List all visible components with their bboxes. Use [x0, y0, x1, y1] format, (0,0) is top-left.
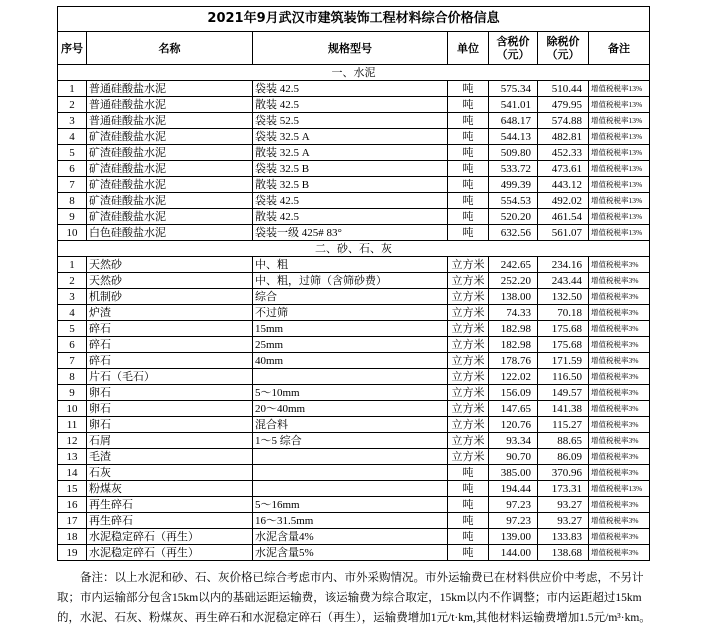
cell-spec: 混合料: [253, 417, 448, 433]
cell-spec: 16～31.5mm: [253, 513, 448, 529]
cell-no: 8: [58, 193, 87, 209]
cell-price-tax: 194.44: [489, 481, 538, 497]
cell-unit: 吨: [448, 209, 489, 225]
cell-price-tax: 182.98: [489, 337, 538, 353]
cell-unit: 吨: [448, 81, 489, 97]
footnote: 备注：以上水泥和砂、石、灰价格已综合考虑市内、市外采购情况。市外运输费已在材料供应价中考虑，不另计取；市内运输部分包含15km以内的基础运距运输费，该运输费为综合取定，15km以内不作调整；市内运距超过15km的，水泥、石灰、粉煤灰、再生碎石和水泥稳定碎石（再生），运输费增加1元/t·km,其他材料运输费增加1.5元/m³·km。: [57, 572, 651, 624]
cell-spec: 40mm: [253, 353, 448, 369]
header-row: [58, 32, 650, 65]
cell-spec: 袋装 52.5: [253, 113, 448, 129]
cell-price-notax: 370.96: [538, 465, 589, 481]
cell-spec: 中、粗: [253, 257, 448, 273]
table-row: [58, 321, 650, 337]
section-label: 一、水泥: [58, 65, 650, 81]
table-row: [58, 497, 650, 513]
table-row: [58, 113, 650, 129]
cell-name: 机制砂: [87, 289, 253, 305]
header-no: 序号: [58, 32, 87, 65]
cell-no: 14: [58, 465, 87, 481]
cell-unit: 立方米: [448, 369, 489, 385]
cell-no: 9: [58, 385, 87, 401]
table-row: [58, 481, 650, 497]
section-label: 二、砂、石、灰: [58, 241, 650, 257]
cell-price-tax: 242.65: [489, 257, 538, 273]
cell-price-tax: 97.23: [489, 513, 538, 529]
section-row: [58, 241, 650, 257]
cell-price-tax: 575.34: [489, 81, 538, 97]
cell-remark: 增值税税率13%: [589, 209, 650, 225]
cell-name: 矿渣硅酸盐水泥: [87, 209, 253, 225]
cell-no: 9: [58, 209, 87, 225]
cell-no: 1: [58, 257, 87, 273]
cell-price-notax: 473.61: [538, 161, 589, 177]
title-row: [58, 7, 650, 32]
cell-spec: 5～16mm: [253, 497, 448, 513]
cell-unit: 吨: [448, 161, 489, 177]
cell-price-tax: 252.20: [489, 273, 538, 289]
price-table: [57, 6, 650, 561]
cell-name: 碎石: [87, 353, 253, 369]
cell-remark: 增值税税率3%: [589, 497, 650, 513]
table-row: [58, 369, 650, 385]
cell-spec: 袋装 32.5 B: [253, 161, 448, 177]
cell-no: 16: [58, 497, 87, 513]
cell-unit: 立方米: [448, 289, 489, 305]
header-spec: 规格型号: [253, 32, 448, 65]
cell-name: 卵石: [87, 401, 253, 417]
cell-remark: 增值税税率3%: [589, 257, 650, 273]
cell-spec: 中、粗，过筛（含筛砂费）: [253, 273, 448, 289]
cell-price-notax: 452.33: [538, 145, 589, 161]
cell-spec: [253, 449, 448, 465]
cell-remark: 增值税税率13%: [589, 129, 650, 145]
cell-unit: 吨: [448, 177, 489, 193]
cell-name: 水泥稳定碎石（再生）: [87, 545, 253, 561]
cell-remark: 增值税税率3%: [589, 449, 650, 465]
cell-spec: 袋装 32.5 A: [253, 129, 448, 145]
cell-name: 天然砂: [87, 273, 253, 289]
cell-remark: 增值税税率13%: [589, 97, 650, 113]
cell-remark: 增值税税率3%: [589, 401, 650, 417]
cell-remark: 增值税税率3%: [589, 385, 650, 401]
cell-no: 10: [58, 225, 87, 241]
cell-remark: 增值税税率3%: [589, 417, 650, 433]
cell-unit: 吨: [448, 545, 489, 561]
cell-unit: 吨: [448, 193, 489, 209]
cell-spec: 水泥含量5%: [253, 545, 448, 561]
cell-no: 1: [58, 81, 87, 97]
cell-price-notax: 88.65: [538, 433, 589, 449]
table-row: [58, 161, 650, 177]
table-row: [58, 513, 650, 529]
cell-unit: 吨: [448, 225, 489, 241]
table-row: [58, 401, 650, 417]
table-row: [58, 273, 650, 289]
cell-remark: 增值税税率3%: [589, 433, 650, 449]
cell-no: 19: [58, 545, 87, 561]
cell-remark: 增值税税率13%: [589, 481, 650, 497]
cell-spec: 1～5 综合: [253, 433, 448, 449]
cell-spec: [253, 481, 448, 497]
cell-spec: 25mm: [253, 337, 448, 353]
page-title: 2021年9月武汉市建筑装饰工程材料综合价格信息: [58, 7, 650, 32]
cell-spec: 不过筛: [253, 305, 448, 321]
cell-remark: 增值税税率13%: [589, 225, 650, 241]
cell-price-tax: 122.02: [489, 369, 538, 385]
cell-price-tax: 147.65: [489, 401, 538, 417]
cell-name: 毛渣: [87, 449, 253, 465]
cell-no: 12: [58, 433, 87, 449]
cell-price-tax: 156.09: [489, 385, 538, 401]
cell-price-notax: 133.83: [538, 529, 589, 545]
cell-name: 矿渣硅酸盐水泥: [87, 193, 253, 209]
cell-unit: 吨: [448, 113, 489, 129]
table-row: [58, 81, 650, 97]
cell-name: 矿渣硅酸盐水泥: [87, 161, 253, 177]
cell-name: 碎石: [87, 337, 253, 353]
cell-unit: 立方米: [448, 273, 489, 289]
table-row: [58, 209, 650, 225]
cell-price-tax: 632.56: [489, 225, 538, 241]
cell-no: 5: [58, 145, 87, 161]
cell-price-notax: 175.68: [538, 337, 589, 353]
header-remark: 备注: [589, 32, 650, 65]
cell-price-notax: 116.50: [538, 369, 589, 385]
cell-no: 8: [58, 369, 87, 385]
cell-price-tax: 499.39: [489, 177, 538, 193]
cell-name: 卵石: [87, 417, 253, 433]
cell-spec: 15mm: [253, 321, 448, 337]
cell-unit: 吨: [448, 129, 489, 145]
cell-remark: 增值税税率3%: [589, 321, 650, 337]
table-row: [58, 433, 650, 449]
cell-no: 7: [58, 177, 87, 193]
cell-no: 2: [58, 273, 87, 289]
cell-spec: 袋装一级 425# 83°: [253, 225, 448, 241]
cell-name: 矿渣硅酸盐水泥: [87, 145, 253, 161]
cell-spec: 散装 42.5: [253, 209, 448, 225]
cell-unit: 吨: [448, 481, 489, 497]
cell-price-notax: 93.27: [538, 513, 589, 529]
cell-name: 石灰: [87, 465, 253, 481]
table-row: [58, 97, 650, 113]
cell-price-tax: 178.76: [489, 353, 538, 369]
cell-remark: 增值税税率3%: [589, 289, 650, 305]
cell-price-tax: 120.76: [489, 417, 538, 433]
table-row: [58, 145, 650, 161]
cell-price-notax: 149.57: [538, 385, 589, 401]
cell-price-notax: 461.54: [538, 209, 589, 225]
header-unit: 单位: [448, 32, 489, 65]
cell-no: 6: [58, 337, 87, 353]
cell-price-notax: 561.07: [538, 225, 589, 241]
cell-price-notax: 173.31: [538, 481, 589, 497]
cell-no: 4: [58, 305, 87, 321]
cell-price-notax: 479.95: [538, 97, 589, 113]
table-row: [58, 129, 650, 145]
table-row: [58, 225, 650, 241]
cell-no: 3: [58, 289, 87, 305]
cell-no: 6: [58, 161, 87, 177]
cell-spec: [253, 369, 448, 385]
cell-price-notax: 70.18: [538, 305, 589, 321]
cell-unit: 立方米: [448, 417, 489, 433]
cell-unit: 吨: [448, 465, 489, 481]
cell-unit: 立方米: [448, 305, 489, 321]
cell-price-tax: 138.00: [489, 289, 538, 305]
cell-price-tax: 544.13: [489, 129, 538, 145]
cell-no: 18: [58, 529, 87, 545]
cell-name: 水泥稳定碎石（再生）: [87, 529, 253, 545]
cell-spec: 5～10mm: [253, 385, 448, 401]
cell-price-tax: 93.34: [489, 433, 538, 449]
cell-price-notax: 492.02: [538, 193, 589, 209]
table-row: [58, 449, 650, 465]
cell-name: 普通硅酸盐水泥: [87, 113, 253, 129]
table-row: [58, 545, 650, 561]
cell-remark: 增值税税率3%: [589, 513, 650, 529]
cell-remark: 增值税税率13%: [589, 81, 650, 97]
cell-remark: 增值税税率3%: [589, 337, 650, 353]
cell-no: 3: [58, 113, 87, 129]
cell-unit: 立方米: [448, 401, 489, 417]
table-row: [58, 529, 650, 545]
cell-price-notax: 141.38: [538, 401, 589, 417]
cell-no: 15: [58, 481, 87, 497]
cell-spec: 袋装 42.5: [253, 193, 448, 209]
cell-price-notax: 115.27: [538, 417, 589, 433]
table-row: [58, 193, 650, 209]
cell-price-tax: 554.53: [489, 193, 538, 209]
cell-price-notax: 243.44: [538, 273, 589, 289]
cell-price-notax: 482.81: [538, 129, 589, 145]
table-row: [58, 465, 650, 481]
table-row: [58, 305, 650, 321]
cell-price-tax: 509.80: [489, 145, 538, 161]
cell-name: 普通硅酸盐水泥: [87, 81, 253, 97]
cell-unit: 吨: [448, 513, 489, 529]
cell-name: 再生碎石: [87, 497, 253, 513]
cell-spec: 综合: [253, 289, 448, 305]
cell-no: 10: [58, 401, 87, 417]
cell-price-notax: 93.27: [538, 497, 589, 513]
cell-name: 片石（毛石）: [87, 369, 253, 385]
cell-remark: 增值税税率3%: [589, 305, 650, 321]
header-price-tax: 含税价（元）: [489, 32, 538, 65]
cell-price-notax: 171.59: [538, 353, 589, 369]
cell-unit: 立方米: [448, 449, 489, 465]
cell-price-tax: 74.33: [489, 305, 538, 321]
cell-price-notax: 574.88: [538, 113, 589, 129]
cell-price-notax: 132.50: [538, 289, 589, 305]
cell-spec: 散装 32.5 A: [253, 145, 448, 161]
cell-price-tax: 648.17: [489, 113, 538, 129]
cell-name: 白色硅酸盐水泥: [87, 225, 253, 241]
cell-remark: 增值税税率3%: [589, 545, 650, 561]
cell-price-notax: 138.68: [538, 545, 589, 561]
cell-remark: 增值税税率3%: [589, 465, 650, 481]
cell-unit: 立方米: [448, 353, 489, 369]
price-sheet: [57, 6, 649, 561]
cell-price-notax: 86.09: [538, 449, 589, 465]
cell-name: 碎石: [87, 321, 253, 337]
cell-price-tax: 385.00: [489, 465, 538, 481]
table-row: [58, 417, 650, 433]
cell-unit: 吨: [448, 497, 489, 513]
cell-unit: 立方米: [448, 433, 489, 449]
cell-price-tax: 520.20: [489, 209, 538, 225]
table-row: [58, 353, 650, 369]
cell-remark: 增值税税率13%: [589, 145, 650, 161]
table-row: [58, 289, 650, 305]
cell-no: 17: [58, 513, 87, 529]
cell-spec: [253, 465, 448, 481]
cell-name: 炉渣: [87, 305, 253, 321]
cell-unit: 立方米: [448, 257, 489, 273]
cell-remark: 增值税税率13%: [589, 193, 650, 209]
cell-remark: 增值税税率13%: [589, 113, 650, 129]
cell-price-notax: 234.16: [538, 257, 589, 273]
cell-name: 普通硅酸盐水泥: [87, 97, 253, 113]
cell-unit: 吨: [448, 145, 489, 161]
cell-no: 4: [58, 129, 87, 145]
cell-unit: 吨: [448, 97, 489, 113]
cell-remark: 增值税税率3%: [589, 529, 650, 545]
cell-remark: 增值税税率3%: [589, 353, 650, 369]
cell-remark: 增值税税率3%: [589, 273, 650, 289]
cell-unit: 吨: [448, 529, 489, 545]
cell-unit: 立方米: [448, 321, 489, 337]
cell-price-tax: 90.70: [489, 449, 538, 465]
cell-price-tax: 139.00: [489, 529, 538, 545]
header-price-notax: 除税价（元）: [538, 32, 589, 65]
cell-remark: 增值税税率3%: [589, 369, 650, 385]
cell-name: 石屑: [87, 433, 253, 449]
table-row: [58, 337, 650, 353]
cell-name: 卵石: [87, 385, 253, 401]
cell-name: 天然砂: [87, 257, 253, 273]
cell-price-tax: 182.98: [489, 321, 538, 337]
cell-price-tax: 144.00: [489, 545, 538, 561]
cell-remark: 增值税税率13%: [589, 161, 650, 177]
cell-no: 7: [58, 353, 87, 369]
cell-spec: 袋装 42.5: [253, 81, 448, 97]
table-row: [58, 385, 650, 401]
cell-no: 5: [58, 321, 87, 337]
cell-unit: 立方米: [448, 385, 489, 401]
cell-price-tax: 533.72: [489, 161, 538, 177]
cell-price-notax: 443.12: [538, 177, 589, 193]
section-row: [58, 65, 650, 81]
cell-unit: 立方米: [448, 337, 489, 353]
cell-spec: 散装 32.5 B: [253, 177, 448, 193]
cell-no: 11: [58, 417, 87, 433]
cell-price-notax: 510.44: [538, 81, 589, 97]
cell-remark: 增值税税率13%: [589, 177, 650, 193]
cell-name: 再生碎石: [87, 513, 253, 529]
cell-price-tax: 541.01: [489, 97, 538, 113]
cell-name: 矿渣硅酸盐水泥: [87, 129, 253, 145]
cell-spec: 水泥含量4%: [253, 529, 448, 545]
cell-spec: 散装 42.5: [253, 97, 448, 113]
cell-price-tax: 97.23: [489, 497, 538, 513]
cell-spec: 20～40mm: [253, 401, 448, 417]
table-row: [58, 257, 650, 273]
cell-no: 2: [58, 97, 87, 113]
cell-no: 13: [58, 449, 87, 465]
header-name: 名称: [87, 32, 253, 65]
table-row: [58, 177, 650, 193]
cell-name: 粉煤灰: [87, 481, 253, 497]
cell-name: 矿渣硅酸盐水泥: [87, 177, 253, 193]
cell-price-notax: 175.68: [538, 321, 589, 337]
